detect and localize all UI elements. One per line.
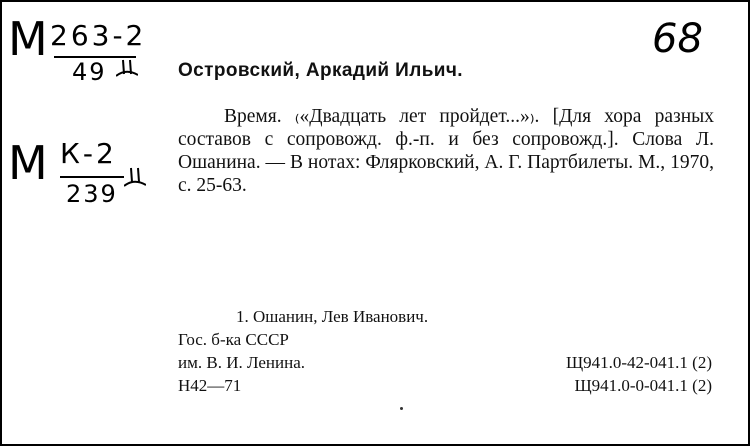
- shelf-mark-sub-bottom: 239: [66, 180, 118, 208]
- tick-marks-top: [116, 58, 138, 80]
- classification-codes: [566, 351, 712, 397]
- footnote-line: 1. Ошанин, Лев Иванович.: [236, 307, 429, 326]
- description-paragraph: [178, 105, 714, 197]
- footnote-line: им. В. И. Ленина.: [178, 353, 306, 372]
- footnote-line: Н42—71: [178, 376, 242, 395]
- ink-speck: [400, 407, 403, 410]
- fraction-line-bottom: [60, 176, 124, 178]
- classification-code: Щ941.0-42-041.1 (2): [565, 353, 712, 372]
- classification-code: Щ941.0-0-041.1 (2): [574, 376, 712, 395]
- shelf-mark-sub-top: 49: [72, 58, 107, 86]
- handwritten-number: 68: [652, 16, 703, 62]
- shelf-mark-code-top: 263-2: [50, 19, 147, 52]
- description-text: Время. ₍«Двадцать лет пройдет...»₎. [Для хора разных составов с сопровожд. ф.-п. и без сопровожд.]. Слова Л. Ошанина. — В нотах: Флярковский, А. Г. Партбилеты. М., 1970, с. 25-63.: [178, 106, 714, 196]
- footnote-block: [178, 305, 428, 397]
- shelf-mark-letter-top: М: [8, 12, 47, 66]
- author-heading: Островский, Аркадий Ильич.: [178, 60, 463, 81]
- tick-marks-bottom: [124, 166, 146, 190]
- footnote-line: Гос. б-ка СССР: [178, 330, 289, 349]
- shelf-mark-code-bottom: К-2: [60, 137, 117, 170]
- shelf-mark-letter-bottom: М: [8, 136, 47, 190]
